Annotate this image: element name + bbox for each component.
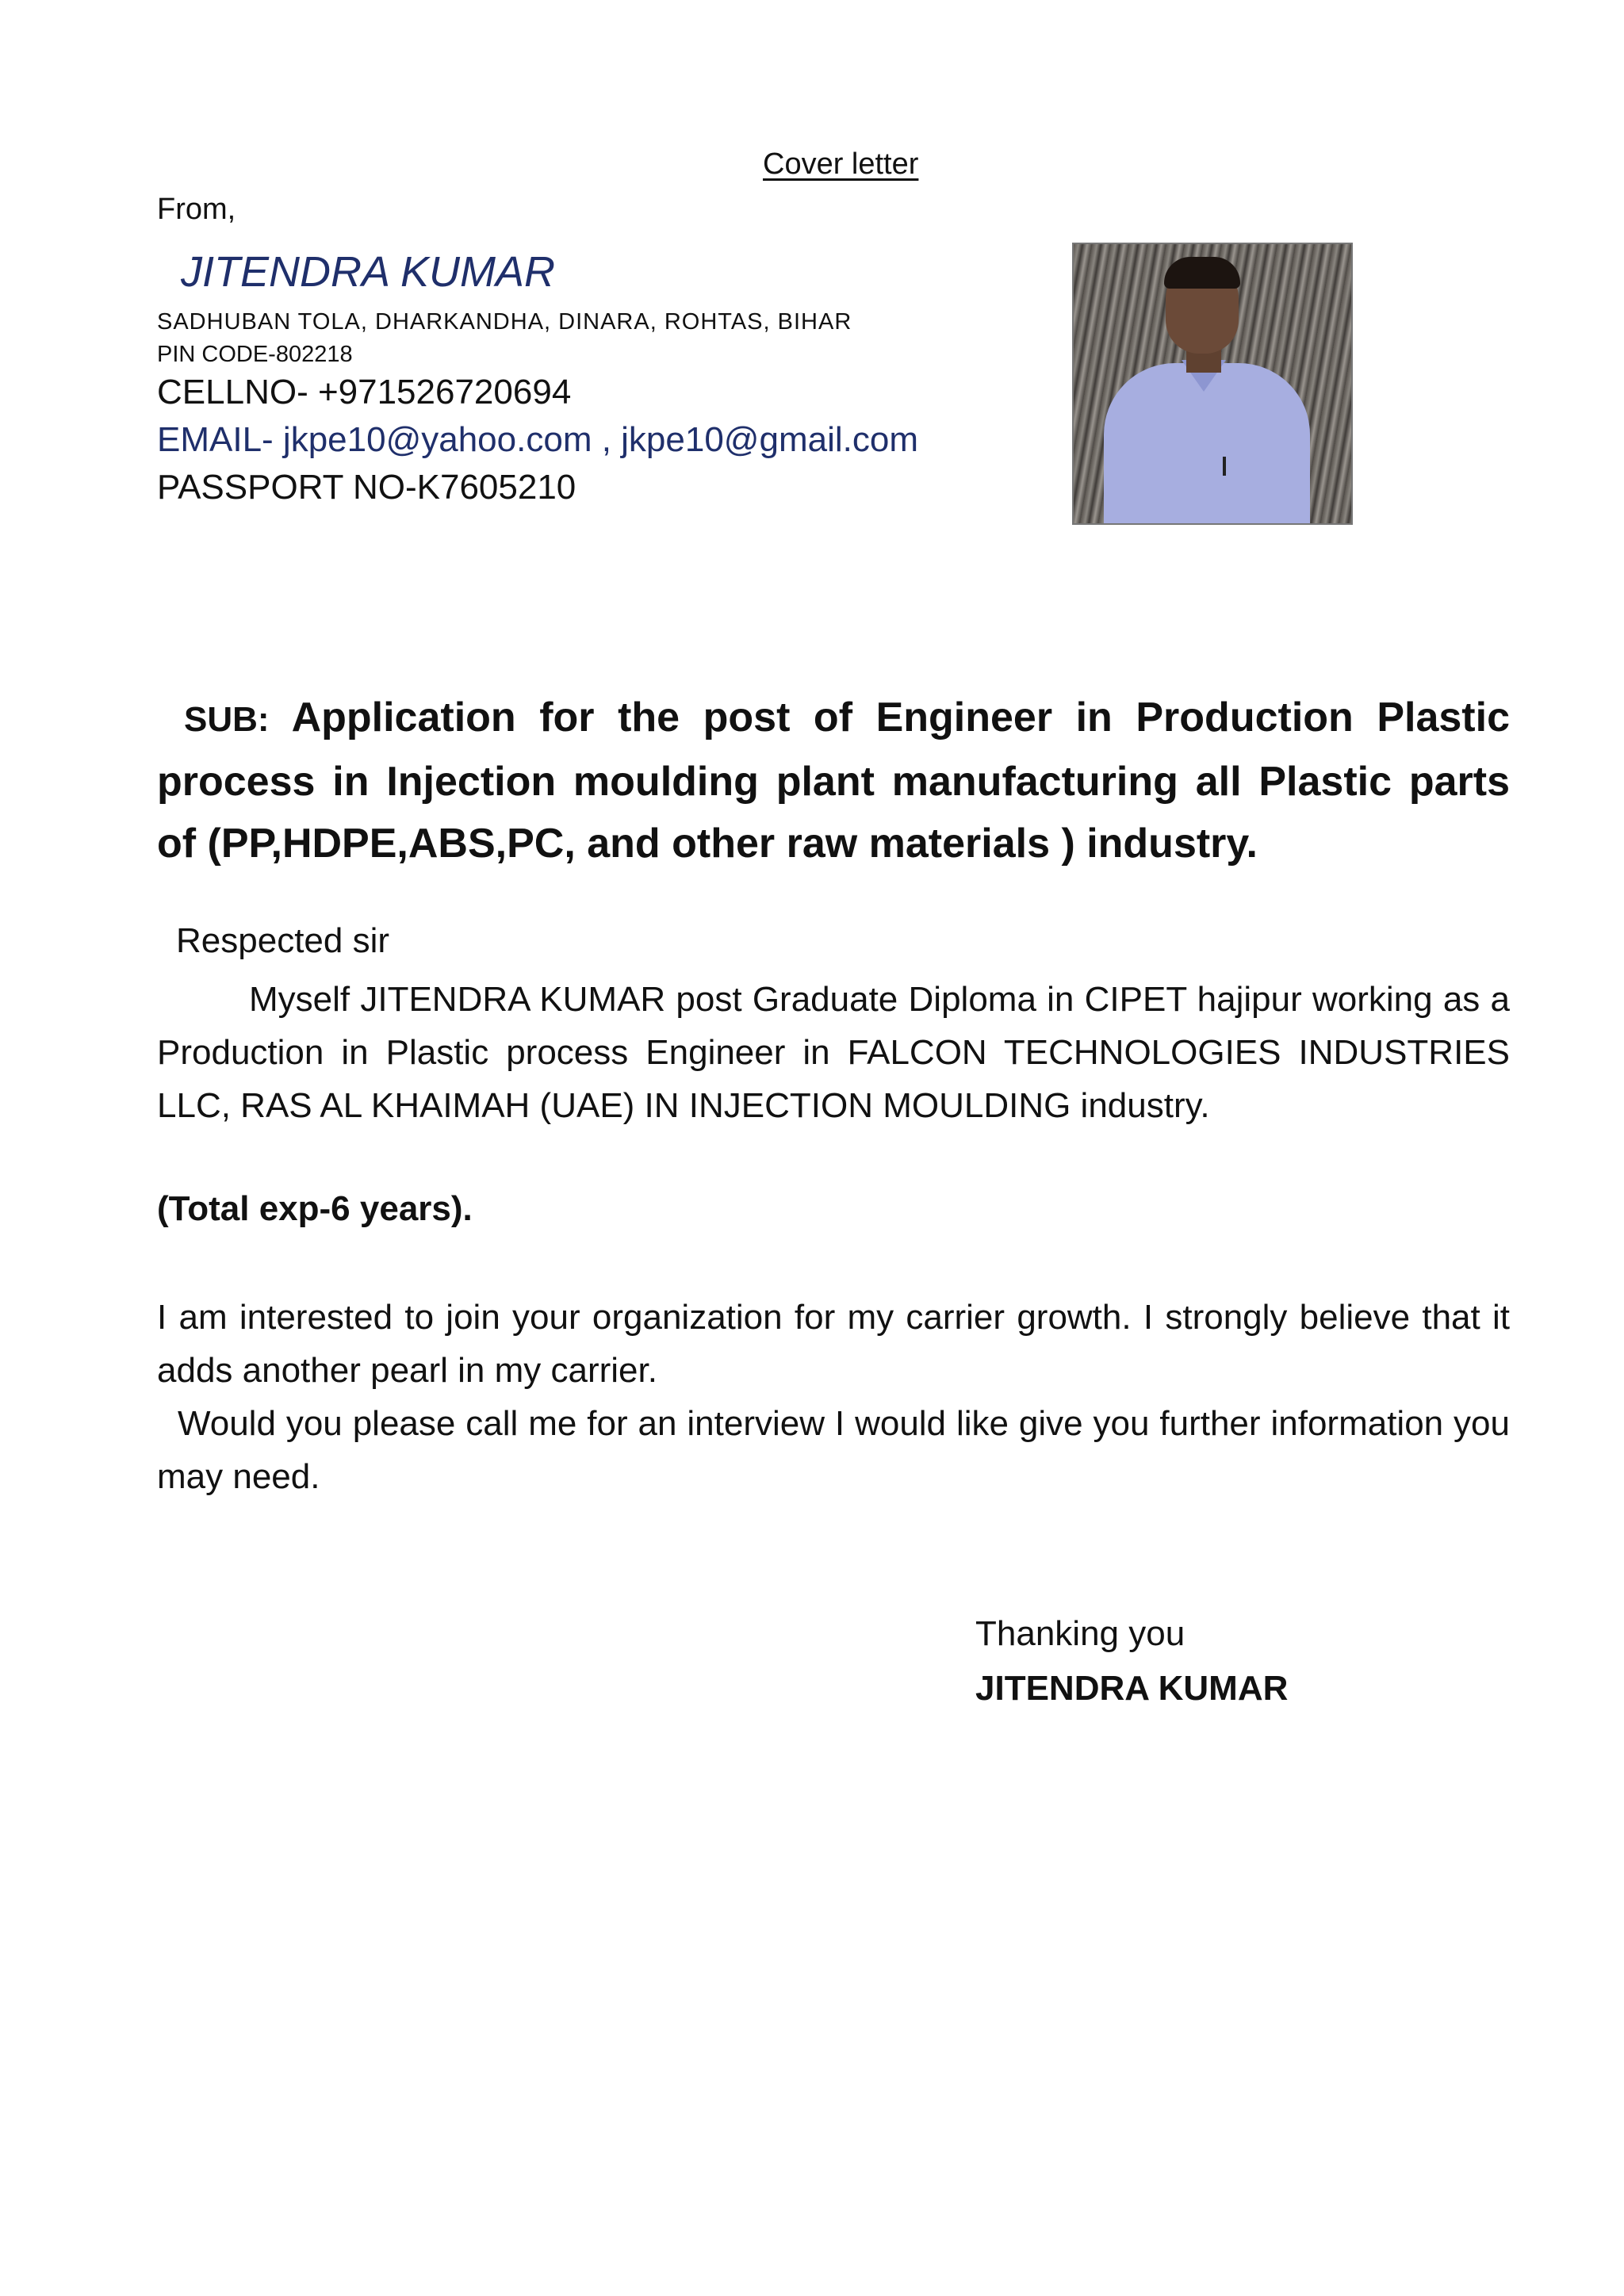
sender-cell-number: CELLNO- +971526720694	[157, 373, 572, 411]
sender-email: EMAIL- jkpe10@yahoo.com , jkpe10@gmail.com	[157, 420, 918, 459]
document-title: Cover letter	[763, 147, 919, 181]
photo-pen	[1223, 457, 1226, 476]
closing-text: Thanking you	[975, 1614, 1185, 1653]
paragraph-interest: I am interested to join your organization for my carrier growth. I strongly believe that it adds another pearl in my carrier.	[157, 1298, 1510, 1390]
signature-name: JITENDRA KUMAR	[975, 1669, 1289, 1708]
sender-name: JITENDRA KUMAR	[181, 248, 556, 296]
greeting: Respected sir	[176, 921, 390, 960]
profile-photo	[1072, 243, 1353, 525]
photo-shirt	[1104, 363, 1310, 525]
sender-address: SADHUBAN TOLA, DHARKANDHA, DINARA, ROHTAS, BIHAR	[157, 309, 852, 335]
subject-text: Application for the post of Engineer in Production Plastic process in Injection moulding plant manufacturing all Plastic parts of (PP,HDPE,ABS,PC, and other raw materials ) industry.	[157, 695, 1510, 867]
photo-hair	[1164, 257, 1240, 289]
sender-passport-number: PASSPORT NO-K7605210	[157, 468, 576, 507]
sender-pin-code: PIN CODE-802218	[157, 342, 353, 367]
paragraph-interview-request: Would you please call me for an interview I would like give you further information you may need.	[157, 1404, 1510, 1496]
subject-label: SUB:	[184, 700, 270, 739]
from-label: From,	[157, 193, 236, 226]
paragraph-introduction: Myself JITENDRA KUMAR post Graduate Diploma in CIPET hajipur working as a Production in Plastic process Engineer in FALCON TECHNOLOGIES INDUSTRIES LLC, RAS AL KHAIMAH (UAE) IN INJECTION MOULDING industry.	[157, 980, 1510, 1125]
subject-line	[157, 687, 1510, 874]
total-experience: (Total exp-6 years).	[157, 1189, 473, 1228]
